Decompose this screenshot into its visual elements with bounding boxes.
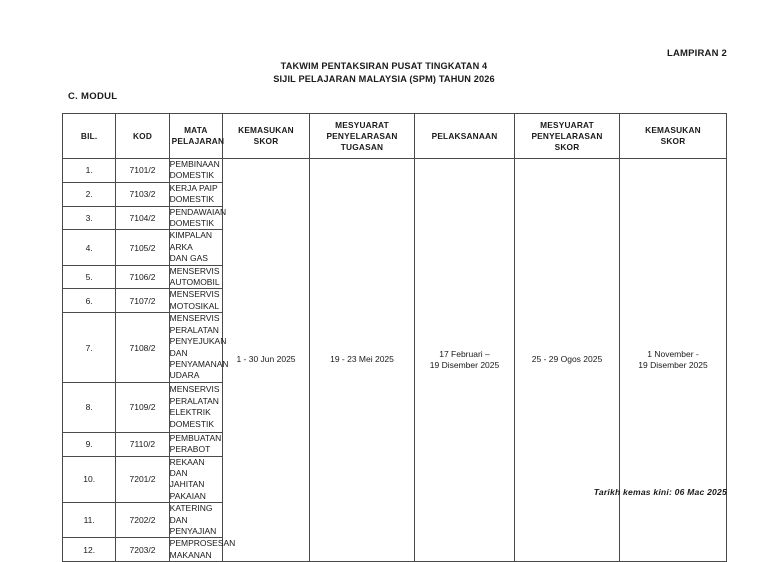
header-line: SKOR [253,136,279,146]
cell-bil: 4. [63,230,116,265]
date-line: 25 - 29 Ogos 2025 [531,354,603,365]
subject-line: UDARA [169,370,200,381]
cell-subject [169,538,236,562]
date-line: 19 - 23 Mei 2025 [330,354,394,365]
subject-line: PENYAJIAN [169,525,217,536]
cell-kod: 7105/2 [116,230,169,265]
subject-line: PEMBUATAN [169,432,222,443]
cell-subject [169,265,222,289]
subject-line: PENYEJUKAN DAN [169,336,227,358]
date-line: 19 Disember 2025 [429,360,500,371]
subject-line: KIMPALAN ARKA [169,230,213,252]
section-label: C. MODUL [68,91,118,102]
cell-subject [169,313,229,382]
cell-kod: 7109/2 [116,382,169,432]
cell-bil: 8. [63,382,116,432]
cell-bil: 1. [63,159,116,183]
column-header-bil: BIL. [63,114,116,159]
cell-kod: 7108/2 [116,313,169,382]
column-header-subject: MATA PELAJARAN [169,114,222,159]
header-line: PENYELARASAN [326,130,398,141]
last-updated-note: Tarikh kemas kini: 06 Mac 2025 [593,487,727,497]
cell-kod: 7201/2 [116,456,169,503]
cell-subject [169,503,222,538]
cell-subject [169,230,222,265]
date-line: 1 - 30 Jun 2025 [236,354,296,365]
subject-line: MAKANAN [169,549,212,560]
title-line-2: SIJIL PELAJARAN MALAYSIA (SPM) TAHUN 2026 [273,73,495,84]
subject-line: DAN GAS [169,253,208,264]
document-title [0,60,768,85]
header-line: SKOR [660,136,686,146]
date-line: 1 November - [647,348,699,359]
table-header-row [63,114,727,159]
cell-kod: 7110/2 [116,432,169,456]
cell-pelaksanaan [415,159,515,562]
subject-line: MOTOSIKAL [169,300,220,311]
header-line: MESYUARAT [335,119,389,130]
title-line-1: TAKWIM PENTAKSIRAN PUSAT TINGKATAN 4 [280,61,488,71]
subject-line: KERJA PAIP [169,182,218,193]
subject-line: PEMBINAAN [169,159,220,169]
subject-line: PENYAMANAN [169,358,229,369]
cell-bil: 11. [63,503,116,538]
subject-line: PENDAWAIAN [169,206,227,217]
cell-bil: 2. [63,182,116,206]
subject-line: PERALATAN [169,324,219,335]
subject-line: MENSERVIS [169,384,220,395]
header-line: MESYUARAT [540,119,594,130]
header-line: KEMASUKAN [645,125,701,135]
subject-line: PERABOT [169,444,211,455]
subject-line: MENSERVIS [169,289,220,300]
date-line: 19 Disember 2025 [638,360,708,371]
table-body [63,159,727,562]
subject-line: JAHITAN PAKAIAN [169,479,206,501]
column-header-mesyuarat-penyelarasan-tugasan [310,114,415,159]
subject-line: PERALATAN [169,395,219,406]
header-line: PENYELARASAN [531,130,603,141]
column-header-kod: KOD [116,114,169,159]
cell-kod: 7202/2 [116,503,169,538]
cell-bil: 7. [63,313,116,382]
cell-bil: 9. [63,432,116,456]
subject-line: DOMESTIK [169,170,215,181]
cell-subject [169,182,222,206]
column-header-pelaksanaan: PELAKSANAAN [415,114,515,159]
cell-kemasukan-skor-2 [620,159,727,562]
header-line: TUGASAN [340,141,384,152]
subject-line: DOMESTIK [169,194,215,205]
date-line: 17 Februari – [439,348,490,359]
cell-subject [169,159,222,183]
table-row [63,159,727,183]
cell-kemasukan-skor-1 [223,159,310,562]
column-header-kemasukan-skor-2 [620,114,727,159]
column-header-kemasukan-skor-1 [223,114,310,159]
cell-mesyuarat-penyelarasan-skor [515,159,620,562]
header-line: SKOR [554,141,580,152]
subject-line: AUTOMOBIL [169,277,220,288]
column-header-mesyuarat-penyelarasan-skor [515,114,620,159]
cell-kod: 7103/2 [116,182,169,206]
header-line: KEMASUKAN [238,125,294,135]
cell-subject [169,456,222,503]
cell-bil: 5. [63,265,116,289]
subject-line: MENSERVIS [169,313,220,324]
annex-label: LAMPIRAN 2 [666,48,727,59]
subject-line: DOMESTIK [169,418,215,429]
cell-subject [169,289,222,313]
cell-subject [169,206,227,230]
cell-kod: 7106/2 [116,265,169,289]
cell-kod: 7101/2 [116,159,169,183]
subject-line: MENSERVIS [169,265,220,276]
cell-bil: 10. [63,456,116,503]
subject-line: ELEKTRIK [169,407,211,418]
cell-subject [169,432,222,456]
cell-bil: 12. [63,538,116,562]
subject-line: PEMPROSESAN [169,538,236,549]
table-header [63,114,727,159]
subject-line: DOMESTIK [169,218,215,229]
subject-line: REKAAN DAN [169,456,205,478]
cell-kod: 7107/2 [116,289,169,313]
cell-bil: 3. [63,206,116,230]
cell-subject [169,382,222,432]
subject-line: KATERING DAN [169,503,213,525]
cell-bil: 6. [63,289,116,313]
cell-kod: 7203/2 [116,538,169,562]
cell-mesyuarat-penyelarasan-tugasan [310,159,415,562]
cell-kod: 7104/2 [116,206,169,230]
